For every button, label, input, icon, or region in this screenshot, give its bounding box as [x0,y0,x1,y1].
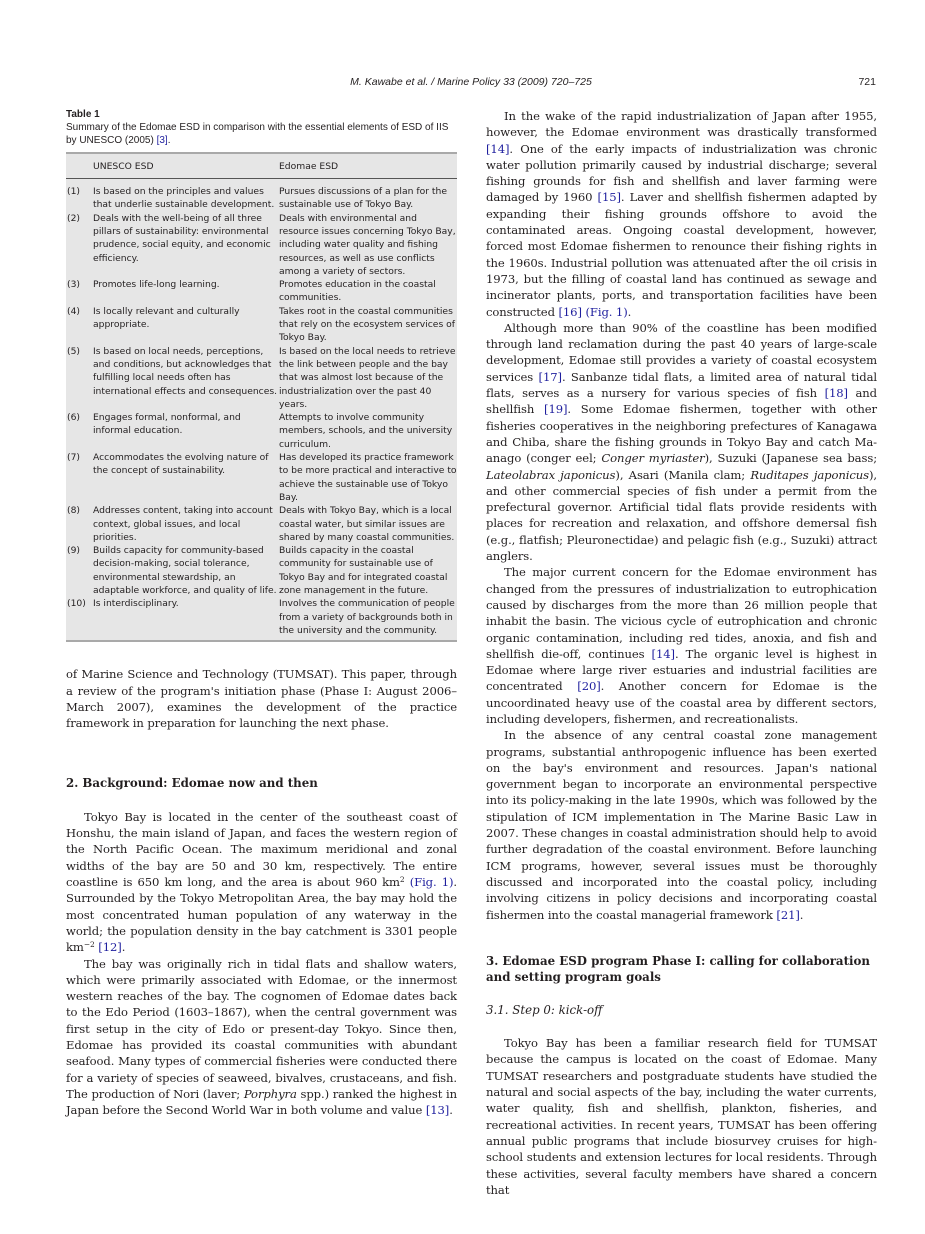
citation-link[interactable]: [14] [486,141,510,156]
table-label: Table 1 [66,109,100,120]
citation-link[interactable]: [17] [538,369,562,384]
column-header-edomae: Edomae ESD [279,160,339,172]
table-body [66,179,457,637]
paragraph-tokyo-bay-location: Tokyo Bay is located in the center of the southeast coast of Honshu, the main island of Japan, and faces the western region of the North Pacific Ocean. The maximum meridional and zonal widths of the bay are 50 and 30 km, respectively. The entire coastline is 650 km long, and the area is about 960 $km^2$ (Fig. 1). Surrounded by the Tokyo Metropolitan Area, the bay may hold the most concentrated human population of any waterway in the world; the population density in the bay catchment is 3301 people $km^{-2}$ [12]. [66,809,457,955]
column-header-number [66,160,93,173]
table-row: (1) Is based on the principles and values that underlie sustainable development. Pursues discussions of a plan for the sustainable use of Tokyo Bay. [67,186,447,211]
section-3-heading: 3. Edomae ESD program Phase I: calling for collaboration and setting program goals [486,953,870,985]
left-column [66,108,457,1119]
paragraph-industrialization: In the wake of the rapid industrialization of Japan after 1955, however, the Edomae environment was drastically transformed [14]. One of the early impacts of industrialization was chronic water pollution primarily caused by industrial discharge; several fishing grounds for fish and shellfish and laver farming were damaged by 1960 [15]. Laver and shellfish fishermen adapted by expanding their fishing grounds offshore to avoid the contaminated areas. Ongoing coastal development, however, forced most Edomae fishermen to renounce their fishing rights in the 1960s. Industrial pollution was attenuated after the oil crisis in 1973, but the filling of coastal land has continued as sewage and incinerator plants, ports, and transportation facilities have been constructed [16] (Fig. 1). [486,109,877,319]
table-row: (9) Builds capacity for community-based decision-making, social tolerance, environmental stewardship, an adaptable workforce, and quality of life. Builds capacity in the coastal community for sustainable use of Tokyo Bay and for integrated coastal zone management in the future. [67,545,448,597]
section-2-heading: 2. Background: Edomae now and then [66,776,318,791]
paragraph-coastal-management: In the absence of any central coastal zone management programs, substantial anthropogenic influence has been exerted on the bay's environment and resources. Japan's national government began to incorporate an environmental perspective into its policy-making in the late 1990s, which was followed by the stipulation of ICM implementation in The Marine Basic Law in 2007. These changes in coastal administration should help to avoid further degradation of the coastal environment. Before launching ICM programs, however, several issues must be thoroughly discussed and incorporated into the coastal policy, including involving citizens in policy decisions and incorporating coastal fishermen into the coastal managerial framework [21]. [486,728,877,922]
subsection-3-1-heading: 3.1. Step 0: kick-off [486,1002,603,1017]
paragraph-ecosystem-services: Although more than 90% of the coastline has been modified through land reclamation during the past 40 years of large-scale development, Edomae still provides a variety of coastal ecosystem services [17]. Sanbanze tidal flats, a limited area of natural tidal flats, serves as a nursery for various species of fish [18] and shellfish [19]. Some Edomae fishermen, together with other fisheries cooperatives in the neighboring prefectures of Kanagawa and Chiba, share the fishing grounds in Tokyo Bay and catch Ma-anago (conger eel; Conger myriaster), Suzuki (Japanese sea bass; Lateolabrax japonicus), Asari (Manila clam; Ruditapes japonicus), and other commercial species of fish under a permit from the prefectural governor. Artificial tidal flats provide residents with places for recreation and relaxation, and offshore demersal fish (e.g., flatfish; Pleuronectidae) and pelagic fish (e.g., Suzuki) attract anglers. [486,320,878,564]
paragraph-edomae-history: The bay was originally rich in tidal flats and shallow waters, which were primarily associated with Edomae, or the innermost western reaches of the bay. The cognomen of Edomae dates back to the Edo Period (1603–1867), when the central government was first setup in the city of Edo or present-day Tokyo. Since then, Edomae has provided its coastal communities with abundant seafood. Many types of commercial fisheries were conducted there for a variety of species of seaweed, bivalves, crustaceans, and fish. The production of Nori (laver; Porphyra spp.) ranked the highest in Japan before the Second World War in both volume and value [13]. [66,956,457,1118]
citation-link[interactable]: [19] [544,402,568,417]
table-row: (4) Is locally relevant and culturally appropriate. Takes root in the coastal communities that rely on the ecosystem services of Tokyo Bay. [67,305,456,344]
table-header-row [66,154,457,179]
table-row: (5) Is based on local needs, perceptions, and conditions, but acknowledges that fulfilling local needs often has international effects and consequences. Is based on the local needs to retrieve the link between people and the bay that was almost lost because of the industrialization over the past 40 years. [67,345,456,410]
citation-link[interactable]: [14] [651,646,675,661]
journal-citation: M. Kawabe et al. / Marine Policy 33 (2009) 720–725 [350,76,592,88]
right-column [486,108,877,1198]
paragraph-current-concern: The major current concern for the Edomae environment has changed from the pressures of industrialization to eutrophication caused by discharges from the more than 26 million people that inhabit the basin. The vicious cycle of eutrophication and chronic organic contamination, including red tides, anoxia, and fish and shellfish die-off, continues [14]. The organic level is highest in Edomae where large river estuaries and industrial facilities are concentrated [20]. Another concern for Edomae is the uncoordinated heavy use of the coastal area by different sectors, including developers, fishermen, and recreationalists. [486,565,878,726]
citation-link[interactable]: [13] [425,1103,450,1118]
figure-link[interactable]: (Fig. 1) [409,875,454,890]
table-row: (10) Is interdisciplinary. Involves the communication of people from a variety of backgrounds both in the university and the community. [67,598,455,636]
citation-link[interactable]: [16] (Fig. 1) [558,304,628,319]
table-caption: Summary of the Edomae ESD in comparison with the essential elements of ESD of IIS by UNESCO (2005) [3]. [66,122,449,147]
citation-link[interactable]: [15] [597,190,621,205]
comparison-table [66,152,457,642]
table-row: (8) Addresses content, taking into account context, global issues, and local priorities. Deals with Tokyo Bay, which is a local coastal water, but similar issues are shared by many coastal communities. [67,505,455,543]
paragraph-tumsat: Tokyo Bay has been a familiar research field for TUMSAT because the campus is located on the coast of Edomae. Many TUMSAT researchers and postgraduate students have studied the natural and social aspects of the bay, including the water currents, water quality, fish and shellfish, plankton, fisheries, and recreational activities. In recent years, TUMSAT has been offering annual public programs that include biosurvey cruises for high-school students and extension lectures for local residents. Through these activities, several faculty members have shared a concern that [486,1036,877,1197]
table-row: (7) Accommodates the evolving nature of the concept of sustainability. Has developed its practice framework to be more practical and interactive to achieve the sustainable use of Tokyo Bay. [67,452,457,503]
citation-link[interactable]: [3] [156,135,168,147]
citation-link[interactable]: [12] [98,940,122,955]
page-number: 721 [858,76,876,88]
citation-link[interactable]: [20] [577,679,601,694]
citation-link[interactable]: [18] [824,386,848,401]
citation-link[interactable]: [21] [776,907,800,922]
table-row: (6) Engages formal, nonformal, and informal education. Attempts to involve community members, schools, and the university curriculum. [67,412,453,450]
column-header-unesco: UNESCO ESD [93,160,154,172]
table-row: (3) Promotes life-long learning. Promotes education in the coastal communities. [67,279,436,304]
table-row: (2) Deals with the well-being of all three pillars of sustainability: environmental prudence, social equity, and economic efficiency. Deals with environmental and resource issues concerning Tokyo Bay, including water quality and fishing resources, as well as use conflicts among a variety of sectors. [67,212,456,277]
intro-continuation-paragraph: of Marine Science and Technology (TUMSAT). This paper, through a review of the program's initiation phase (Phase I: August 2006–March 2007), examines the development of the practice framework in preparation for launching the next phase. [66,667,457,731]
